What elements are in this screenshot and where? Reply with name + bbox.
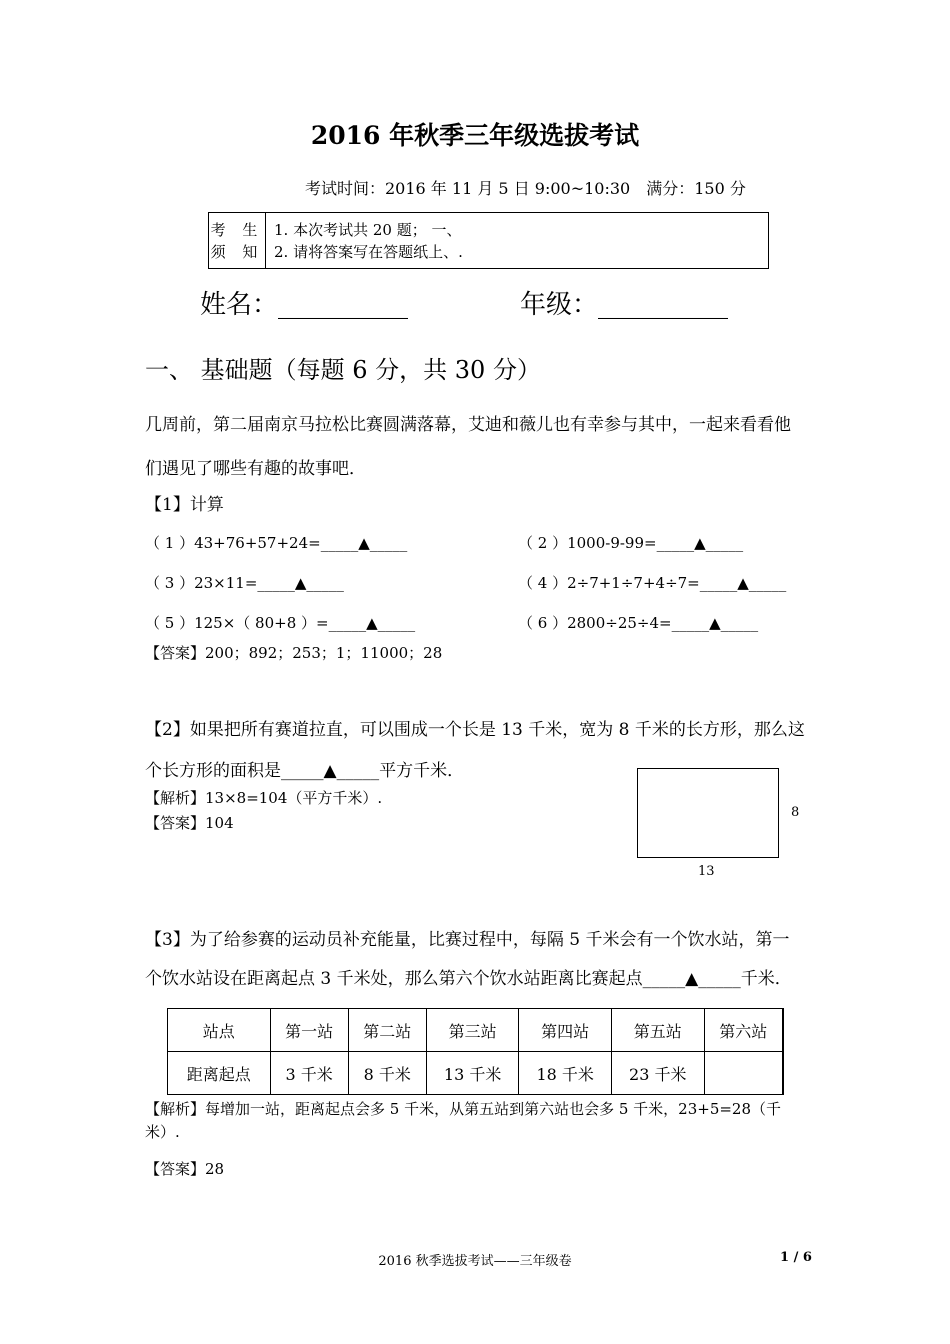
section-heading: 一、 基础题（每题 6 分，共 30 分） bbox=[145, 356, 541, 384]
table-cell: 第六站 bbox=[704, 1009, 783, 1052]
q3-answer: 【答案】28 bbox=[145, 1160, 225, 1178]
q2-line-1: 【2】如果把所有赛道拉直，可以围成一个长是 13 千米，宽为 8 千米的长方形，那么这 bbox=[145, 720, 805, 740]
page-footer: 2016 秋季选拔考试——三年级卷 bbox=[378, 1254, 572, 1269]
q3-analysis-2: 米）. bbox=[145, 1123, 180, 1141]
q1-item: （ 6 ）2800÷25÷4=_____▲_____ bbox=[518, 614, 759, 632]
notice-item-1: 1. 本次考试共 20 题； 一、 bbox=[274, 220, 462, 239]
table-cell: 13 千米 bbox=[426, 1052, 519, 1095]
q3-line-1: 【3】为了给参赛的运动员补充能量，比赛过程中，每隔 5 千米会有一个饮水站，第一 bbox=[145, 930, 790, 950]
rectangle-figure bbox=[637, 768, 779, 858]
table-header-row bbox=[168, 1009, 784, 1052]
q2-analysis: 【解析】13×8=104（平方千米）. bbox=[145, 789, 383, 807]
table-cell: 3 千米 bbox=[270, 1052, 348, 1095]
q1-answer: 【答案】200；892；253；1；11000；28 bbox=[145, 644, 443, 662]
station-table bbox=[167, 1008, 784, 1095]
table-cell: 站点 bbox=[168, 1009, 271, 1052]
table-cell: 第五站 bbox=[611, 1009, 704, 1052]
q1-item: （ 1 ）43+76+57+24=_____▲_____ bbox=[145, 534, 408, 552]
rectangle-width-label: 13 bbox=[698, 864, 715, 879]
q1-item: （ 5 ）125×（ 80+8 ）=_____▲_____ bbox=[145, 614, 416, 632]
q1-item: （ 4 ）2÷7+1÷7+4÷7=_____▲_____ bbox=[518, 574, 787, 592]
q1-item: （ 2 ）1000-9-99=_____▲_____ bbox=[518, 534, 744, 552]
q3-line-2: 个饮水站设在距离起点 3 千米处，那么第六个饮水站距离比赛起点_____▲_____千米． bbox=[145, 969, 792, 989]
page-title: 2016 年秋季三年级选拔考试 bbox=[310, 121, 640, 150]
notice-label-line1: 考 生 bbox=[210, 220, 264, 239]
table-row bbox=[168, 1052, 784, 1095]
q1-item: （ 3 ）23×11=_____▲_____ bbox=[145, 574, 344, 592]
intro-line-2: 们遇见了哪些有趣的故事吧． bbox=[145, 459, 366, 479]
table-cell bbox=[704, 1052, 783, 1095]
table-cell: 第二站 bbox=[348, 1009, 426, 1052]
q2-answer: 【答案】104 bbox=[145, 814, 234, 832]
q3-analysis-1: 【解析】每增加一站，距离起点会多 5 千米，从第五站到第六站也会多 5 千米，23+5=28（千 bbox=[145, 1100, 782, 1118]
rectangle-height-label: 8 bbox=[791, 805, 800, 820]
table-cell: 距离起点 bbox=[168, 1052, 271, 1095]
q1-label: 【1】计算 bbox=[145, 495, 224, 515]
notice-content bbox=[266, 213, 769, 269]
table-cell: 第三站 bbox=[426, 1009, 519, 1052]
notice-box bbox=[208, 212, 769, 269]
table-cell: 第一站 bbox=[270, 1009, 348, 1052]
table-cell: 23 千米 bbox=[611, 1052, 704, 1095]
notice-item-2: 2. 请将答案写在答题纸上、. bbox=[274, 242, 463, 261]
notice-label-line2: 须 知 bbox=[210, 242, 264, 261]
notice-label bbox=[209, 213, 266, 269]
q2-line-2: 个长方形的面积是_____▲_____平方千米． bbox=[145, 761, 465, 781]
table-cell: 18 千米 bbox=[519, 1052, 612, 1095]
table-cell: 8 千米 bbox=[348, 1052, 426, 1095]
intro-line-1: 几周前，第二届南京马拉松比赛圆满落幕，艾迪和薇儿也有幸参与其中，一起来看看他 bbox=[145, 415, 791, 435]
name-field: 姓名：__________ bbox=[200, 290, 409, 320]
exam-info: 考试时间：2016 年 11 月 5 日 9:00~10:30 满分：150 分 bbox=[305, 179, 746, 198]
table-cell: 第四站 bbox=[519, 1009, 612, 1052]
page-number: 1 / 6 bbox=[780, 1250, 812, 1265]
grade-field: 年级：__________ bbox=[520, 290, 729, 320]
